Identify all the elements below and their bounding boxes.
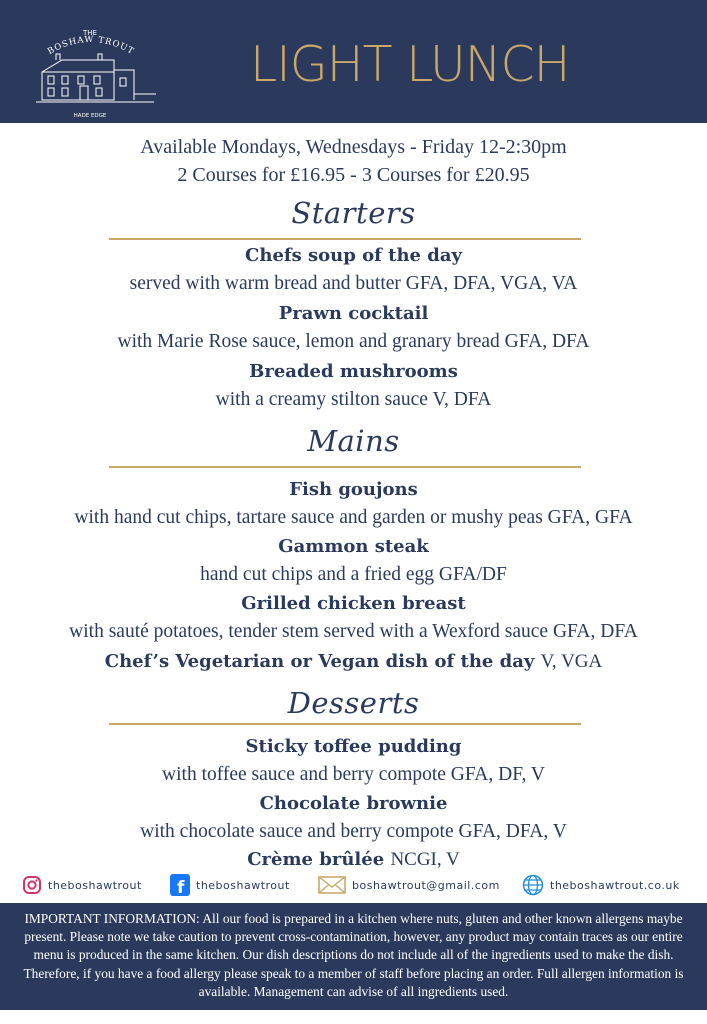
availability-prices: 2 Courses for £16.95 - 3 Courses for £20.95	[177, 164, 530, 186]
divider-desserts	[109, 723, 581, 725]
globe-icon	[522, 874, 544, 896]
dish-name: Breaded mushrooms	[249, 361, 458, 382]
dish-description: with Marie Rose sauce, lemon and granary bread GFA, DFA	[117, 331, 590, 352]
divider-mains	[109, 466, 581, 468]
dish-description: served with warm bread and butter GFA, DFA, VGA, VA	[129, 273, 578, 294]
dish-description: with sauté potatoes, tender stem served with a Wexford sauce GFA, DFA	[69, 621, 638, 642]
facebook-link[interactable]	[170, 872, 290, 898]
envelope-icon	[318, 876, 346, 894]
dish-name: Crème brûlée	[247, 849, 385, 870]
dish-name-with-tags	[0, 651, 707, 673]
logo-name-text: BOSHAW TROUT	[46, 34, 136, 58]
instagram-icon	[22, 875, 42, 895]
dish-name: Fish goujons	[289, 479, 418, 500]
building-sketch-icon	[36, 54, 156, 102]
allergen-notice	[0, 903, 707, 1010]
section-title-starters: Starters	[291, 196, 416, 230]
dish-description: hand cut chips and a fried egg GFA/DF	[200, 564, 507, 585]
svg-text:f: f	[177, 878, 185, 896]
instagram-link[interactable]	[22, 872, 142, 898]
section-title-mains: Mains	[307, 424, 400, 458]
dietary-tags: NCGI, V	[390, 849, 460, 870]
logo-the-text: THE	[83, 29, 97, 37]
header-banner	[0, 0, 707, 123]
logo	[34, 22, 164, 120]
email-address: boshawtrout@gmail.com	[352, 878, 500, 892]
dish-name-with-tags	[0, 849, 707, 871]
email-link[interactable]	[318, 872, 500, 898]
dish-name: Chocolate brownie	[259, 793, 448, 814]
dietary-tags: V, VGA	[540, 651, 603, 672]
dish-description: with hand cut chips, tartare sauce and garden or mushy peas GFA, GFA	[74, 507, 633, 528]
facebook-handle: theboshawtrout	[196, 878, 290, 892]
instagram-handle: theboshawtrout	[48, 878, 142, 892]
availability-days: Available Mondays, Wednesdays - Friday 12-2:30pm	[140, 136, 567, 158]
dish-name: Grilled chicken breast	[241, 593, 466, 614]
website-url: theboshawtrout.co.uk	[550, 878, 680, 892]
dish-name: Chefs soup of the day	[245, 245, 462, 266]
divider-starters	[109, 238, 581, 240]
page-title: LIGHT LUNCH	[250, 36, 570, 93]
dish-name: Prawn cocktail	[278, 303, 429, 324]
section-title-desserts: Desserts	[287, 686, 420, 720]
dish-description: with chocolate sauce and berry compote GFA, DFA, V	[140, 821, 567, 842]
dish-name: Sticky toffee pudding	[245, 736, 462, 757]
dish-description: with toffee sauce and berry compote GFA, DF, V	[162, 764, 545, 785]
dish-name: Gammon steak	[278, 536, 429, 557]
dish-name: Chef’s Vegetarian or Vegan dish of the day	[104, 651, 535, 672]
facebook-icon	[170, 874, 190, 896]
allergen-notice-text: IMPORTANT INFORMATION: All our food is prepared in a kitchen where nuts, gluten and other known allergens maybe present. Please note we take caution to prevent cross-contamination, however, any product may contain traces as our entire menu is produced in the same kitchen. Our dish descriptions do not include all of the ingredients used to make the dish. Therefore, if you have a food allergy please speak to a member of staff before placing an order. Full allergen information is available. Management can advise of all ingredients used.	[23, 911, 684, 999]
logo-place-text: HADE EDGE	[73, 113, 107, 119]
website-link[interactable]	[522, 872, 680, 898]
dish-description: with a creamy stilton sauce V, DFA	[215, 389, 492, 410]
